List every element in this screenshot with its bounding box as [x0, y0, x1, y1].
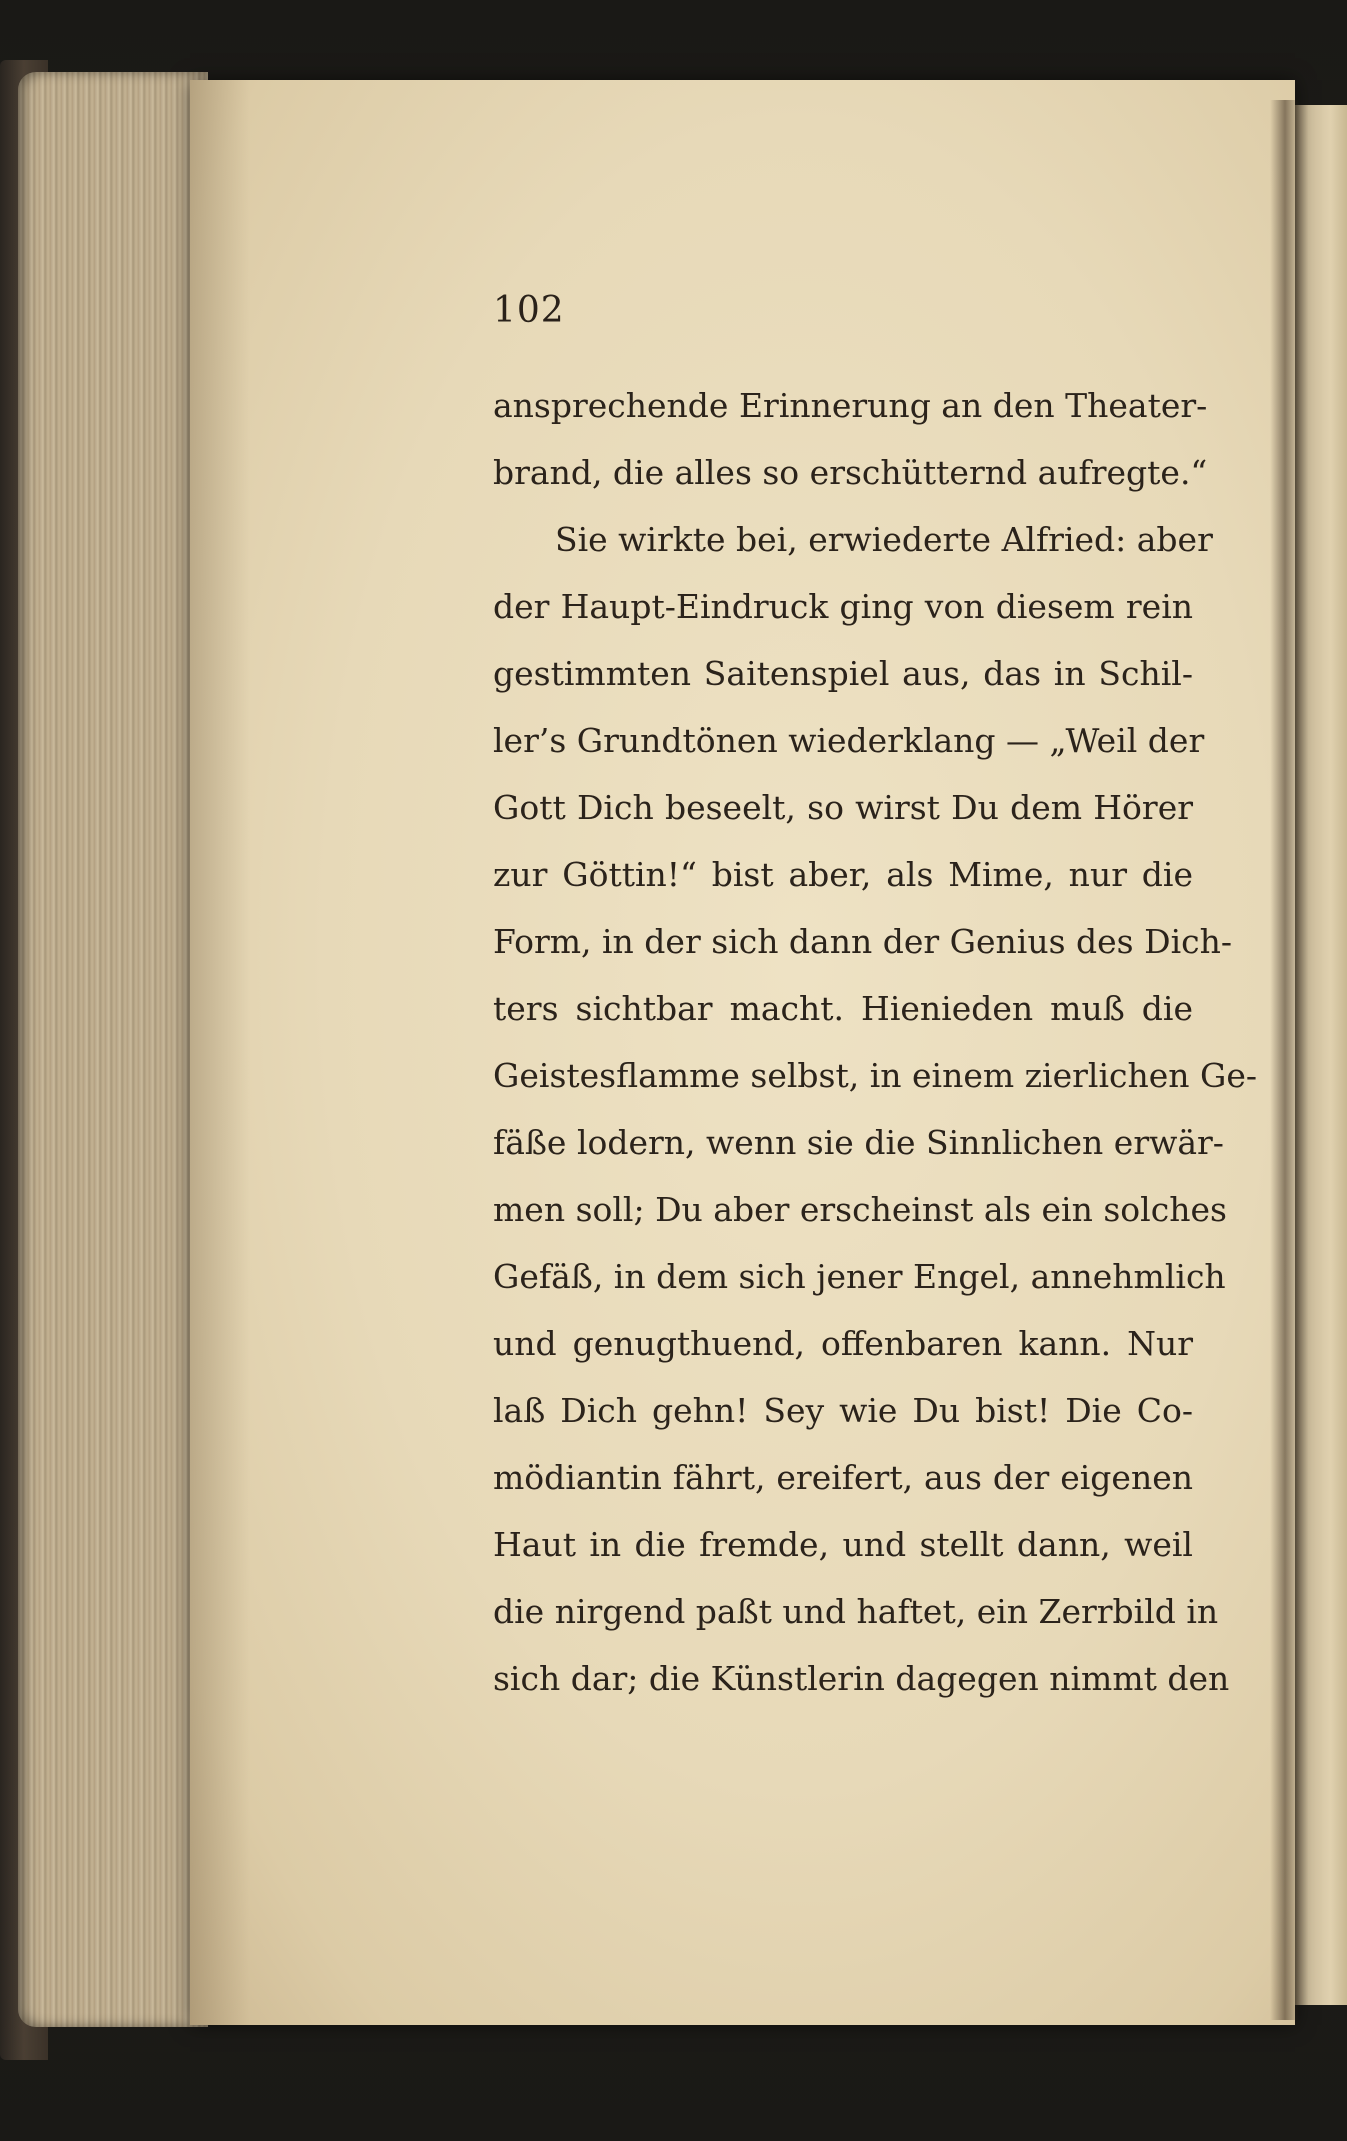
text-line: laß Dich gehn! Sey wie Du bist! Die Co-	[493, 1391, 1193, 1430]
text-line: mödiantin fährt, ereifert, aus der eigenen	[493, 1458, 1193, 1497]
page-number: 102	[493, 290, 565, 331]
book-gutter	[1270, 100, 1300, 2020]
text-line: und genugthuend, offenbaren kann. Nur	[493, 1324, 1193, 1363]
text-line: Form, in der sich dann der Genius des Dich-	[493, 922, 1233, 961]
text-line: Gefäß, in dem sich jener Engel, annehmlich	[493, 1257, 1226, 1296]
body-text	[493, 372, 1258, 1712]
facing-page-edge	[1292, 105, 1347, 2005]
text-line: Gott Dich beseelt, so wirst Du dem Hörer	[493, 788, 1193, 827]
text-line: ler’s Grundtönen wiederklang — „Weil der	[493, 721, 1205, 760]
text-line: ansprechende Erinnerung an den Theater-	[493, 386, 1208, 425]
text-line: Sie wirkte bei, erwiederte Alfried: aber	[555, 520, 1213, 559]
text-line: die nirgend paßt und haftet, ein Zerrbild in	[493, 1592, 1219, 1631]
text-line: gestimmten Saitenspiel aus, das in Schil-	[493, 654, 1193, 693]
text-line: der Haupt-Eindruck ging von diesem rein	[493, 587, 1193, 626]
text-line: brand, die alles so erschütternd aufregte.“	[493, 453, 1208, 492]
text-line: ters sichtbar macht. Hienieden muß die	[493, 989, 1193, 1028]
text-line: Haut in die fremde, und stellt dann, weil	[493, 1525, 1193, 1564]
text-line: zur Göttin!“ bist aber, als Mime, nur die	[493, 855, 1193, 894]
text-line: sich dar; die Künstlerin dagegen nimmt den	[493, 1659, 1230, 1698]
text-line: men soll; Du aber erscheinst als ein solches	[493, 1190, 1227, 1229]
text-line: fäße lodern, wenn sie die Sinnlichen erwär-	[493, 1123, 1224, 1162]
text-line: Geistesflamme selbst, in einem zierlichen Ge-	[493, 1056, 1258, 1095]
page-shadow	[190, 80, 250, 2025]
page-stack-edges	[18, 72, 208, 2027]
